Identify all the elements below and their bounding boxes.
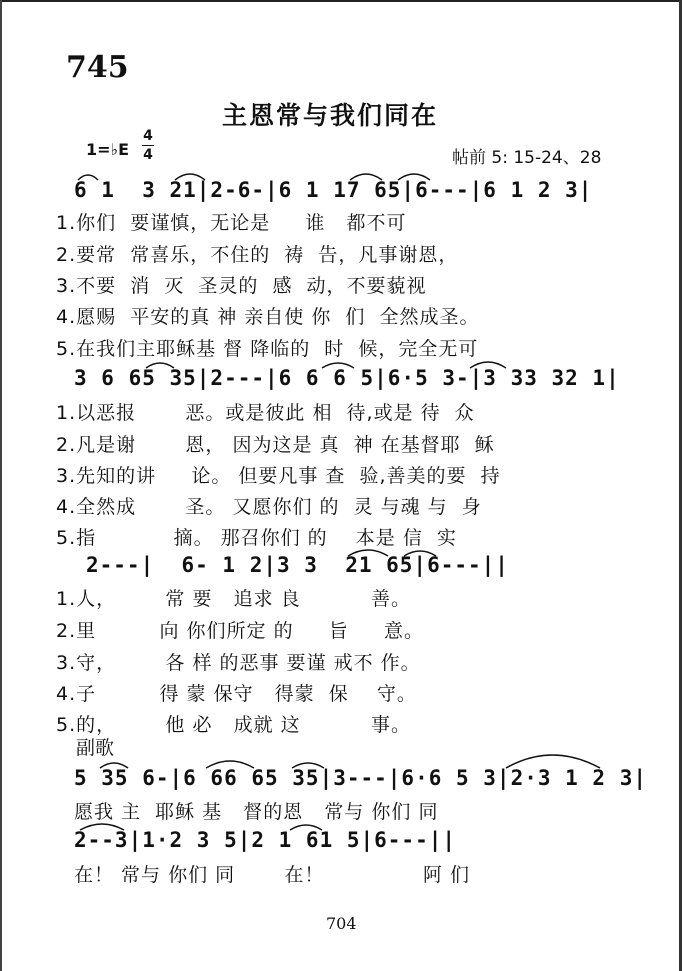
time-signature-divider (142, 145, 154, 146)
chorus-lyric-line-1: 愿我 主 耶稣 基 督的恩 常与 你们 同 (74, 801, 439, 823)
notation-line-3: 2---| 6- 1 2|3 3 21 65|6---|| (86, 553, 509, 577)
lyric-line-1-verse-5: 5.在我们主耶稣基 督 降临的 时 候，完全无可 (56, 338, 479, 360)
page-number: 704 (326, 914, 357, 933)
chorus-notation-line-1: 5 35 6-|6 66 65 35|3---|6·6 5 3|2·3 1 2 3| (74, 766, 648, 790)
time-signature-bottom: 4 (143, 147, 153, 163)
lyric-line-1-verse-4: 4.愿赐 平安的真 神 亲自使 你 们 全然成圣。 (56, 306, 480, 328)
hymn-title: 主恩常与我们同在 (222, 101, 439, 130)
lyric-line-2-verse-3: 3.先知的讲 论。 但要凡事 查 验,善美的要 持 (56, 465, 501, 487)
key-signature: 1=♭E (86, 140, 130, 159)
lyric-line-3-verse-1: 1.人， 常 要 追求 良 善。 (56, 588, 411, 610)
time-signature (142, 128, 154, 163)
lyric-line-3-verse-4: 4.子 得 蒙 保守 得蒙 保 守。 (56, 683, 417, 705)
notation-line-2: 3 6 65 35|2---|6 6 6 5|6·5 3-|3 33 32 1| (74, 366, 620, 390)
time-signature-top: 4 (143, 128, 153, 144)
chorus-notation-line-2: 2--3|1·2 3 5|2 1 61 5|6---|| (74, 828, 457, 852)
lyric-line-2-verse-2: 2.凡是谢 恩， 因为这是 真 神 在基督耶 稣 (56, 434, 495, 456)
scan-border-top (0, 0, 682, 2)
lyric-line-2-verse-4: 4.全然成 圣。 又愿你们 的 灵 与魂 与 身 (56, 496, 482, 518)
lyric-line-2-verse-1: 1.以恶报 恶。或是彼此 相 待,或是 待 众 (56, 402, 475, 424)
chorus-label: 副歌 (76, 737, 115, 759)
chorus-lyric-line-2: 在！ 常与 你们 同 在！ 阿 们 (74, 864, 470, 886)
hymn-number: 745 (66, 50, 129, 85)
scan-border-left (0, 0, 2, 971)
lyric-line-1-verse-3: 3.不要 消 灭 圣灵的 感 动，不要藐视 (56, 275, 427, 297)
lyric-line-3-verse-2: 2.里 向 你们所定 的 旨 意。 (56, 620, 424, 642)
notation-line-1: 6 1 3 21|2-6-|6 1 17 65|6---|6 1 2 3| (74, 178, 593, 202)
lyric-line-3-verse-5: 5.的， 他 必 成就 这 事。 (56, 714, 411, 736)
lyric-line-2-verse-5: 5.指 摘。 那召你们 的 本是 信 实 (56, 527, 457, 549)
lyric-line-1-verse-1: 1.你们 要谨慎，无论是 谁 都不可 (56, 212, 407, 234)
lyric-line-3-verse-3: 3.守， 各 样 的恶事 要谨 戒不 作。 (56, 652, 421, 674)
lyric-line-1-verse-2: 2.要常 常喜乐，不住的 祷 告，凡事谢恩， (56, 244, 459, 266)
scripture-reference: 帖前 5: 15-24、28 (452, 148, 602, 168)
